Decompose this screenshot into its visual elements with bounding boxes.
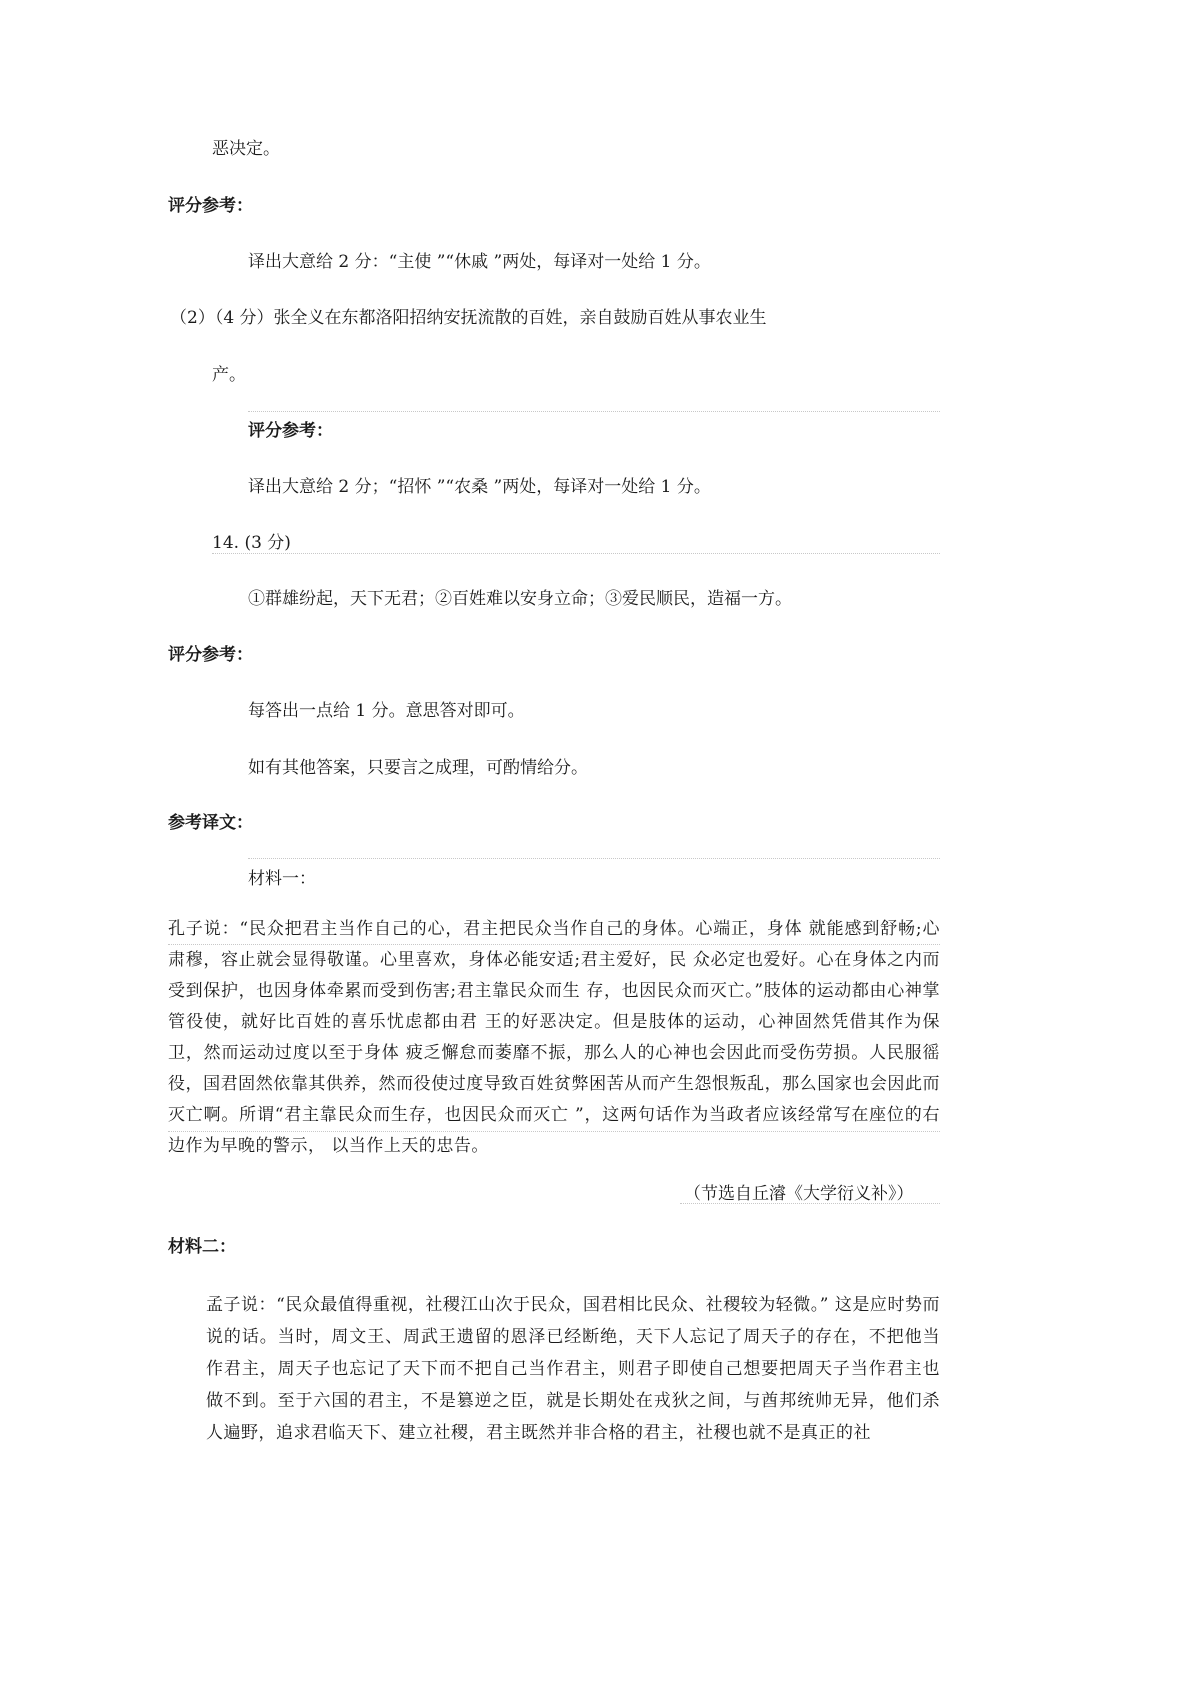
dotted-rule — [168, 1131, 940, 1132]
paragraph-text: 孟子说：“民众最值得重视，社稷江山次于民众，国君相比民众、社稷较为轻微。” 这是应时势而说的话。当时，周文王、周武王遗留的恩泽已经断绝，天下人忘记了周天子的存在，不把他当作君主，周天子也忘记了天下而不把自己当作君主，则君子即使自己想要把周天子当作君主也做不到。至于六国的君主，不是篡逆之臣，就是长期处在戎狄之间，与酋邦统帅无异，他们杀人遍野，追求君临天下、建立社稷，君主既然并非合格的君主，社稷也就不是真正的社 — [206, 1295, 940, 1443]
section-heading: 评分参考： — [168, 645, 253, 665]
dotted-rule — [168, 944, 940, 945]
dotted-rule — [680, 1203, 940, 1204]
dotted-rule — [212, 553, 940, 554]
source-citation: （节选自丘濬《大学衍义补》） — [684, 1184, 914, 1204]
question-number: 14. (3 分) — [212, 533, 291, 553]
section-heading: 评分参考： — [248, 421, 333, 441]
text-line: 产。 — [212, 365, 246, 385]
material-two-paragraph — [206, 1289, 940, 1449]
text-line: 每答出一点给 1 分。意思答对即可。 — [248, 701, 525, 721]
material-label: 材料一： — [248, 869, 316, 889]
material-label: 材料二： — [168, 1237, 236, 1257]
text-line: 恶决定。 — [212, 139, 280, 159]
dotted-rule — [248, 858, 940, 859]
text-line: 如有其他答案，只要言之成理，可酌情给分。 — [248, 758, 588, 778]
section-heading: 参考译文： — [168, 813, 253, 833]
dotted-rule — [248, 411, 940, 412]
paragraph-text: 孔子说：“民众把君主当作自己的心，君主把民众当作自己的身体。心端正，身体 就能感到舒畅;心肃穆，容止就会显得敬谨。心里喜欢，身体必能安适;君主爱好，民 众必定也爱好。心在身体之内而受到保护，也因身体牵累而受到伤害;君主靠民众而生 存，也因民众而灭亡。”肢体的运动都由心神掌管役使，就好比百姓的喜乐忧虑都由君 王的好恶决定。但是肢体的运动，心神固然凭借其作为保卫，然而运动过度以至于身体 疲乏懈怠而萎靡不振，那么人的心神也会因此而受伤劳损。人民服徭役，国君固然依靠其供养，然而役使过度导致百姓贫弊困苦从而产生怨恨叛乱，那么国家也会因此而灭亡啊。所谓“君主靠民众而生存，也因民众而灭亡 ”，这两句话作为当政者应该经常写在座位的右边作为早晚的警示， 以当作上天的忠告。 — [168, 919, 940, 1156]
text-line: （2）（4 分）张全义在东都洛阳招纳安抚流散的百姓，亲自鼓励百姓从事农业生 — [170, 308, 767, 328]
text-line: 译出大意给 2 分；“招怀 ”“农桑 ”两处，每译对一处给 1 分。 — [248, 477, 711, 497]
text-line: 译出大意给 2 分：“主使 ”“休戚 ”两处，每译对一处给 1 分。 — [248, 252, 711, 272]
material-one-paragraph — [168, 914, 940, 1162]
answer-line: ①群雄纷起，天下无君；②百姓难以安身立命；③爱民顺民，造福一方。 — [248, 589, 792, 609]
section-heading: 评分参考： — [168, 196, 253, 216]
